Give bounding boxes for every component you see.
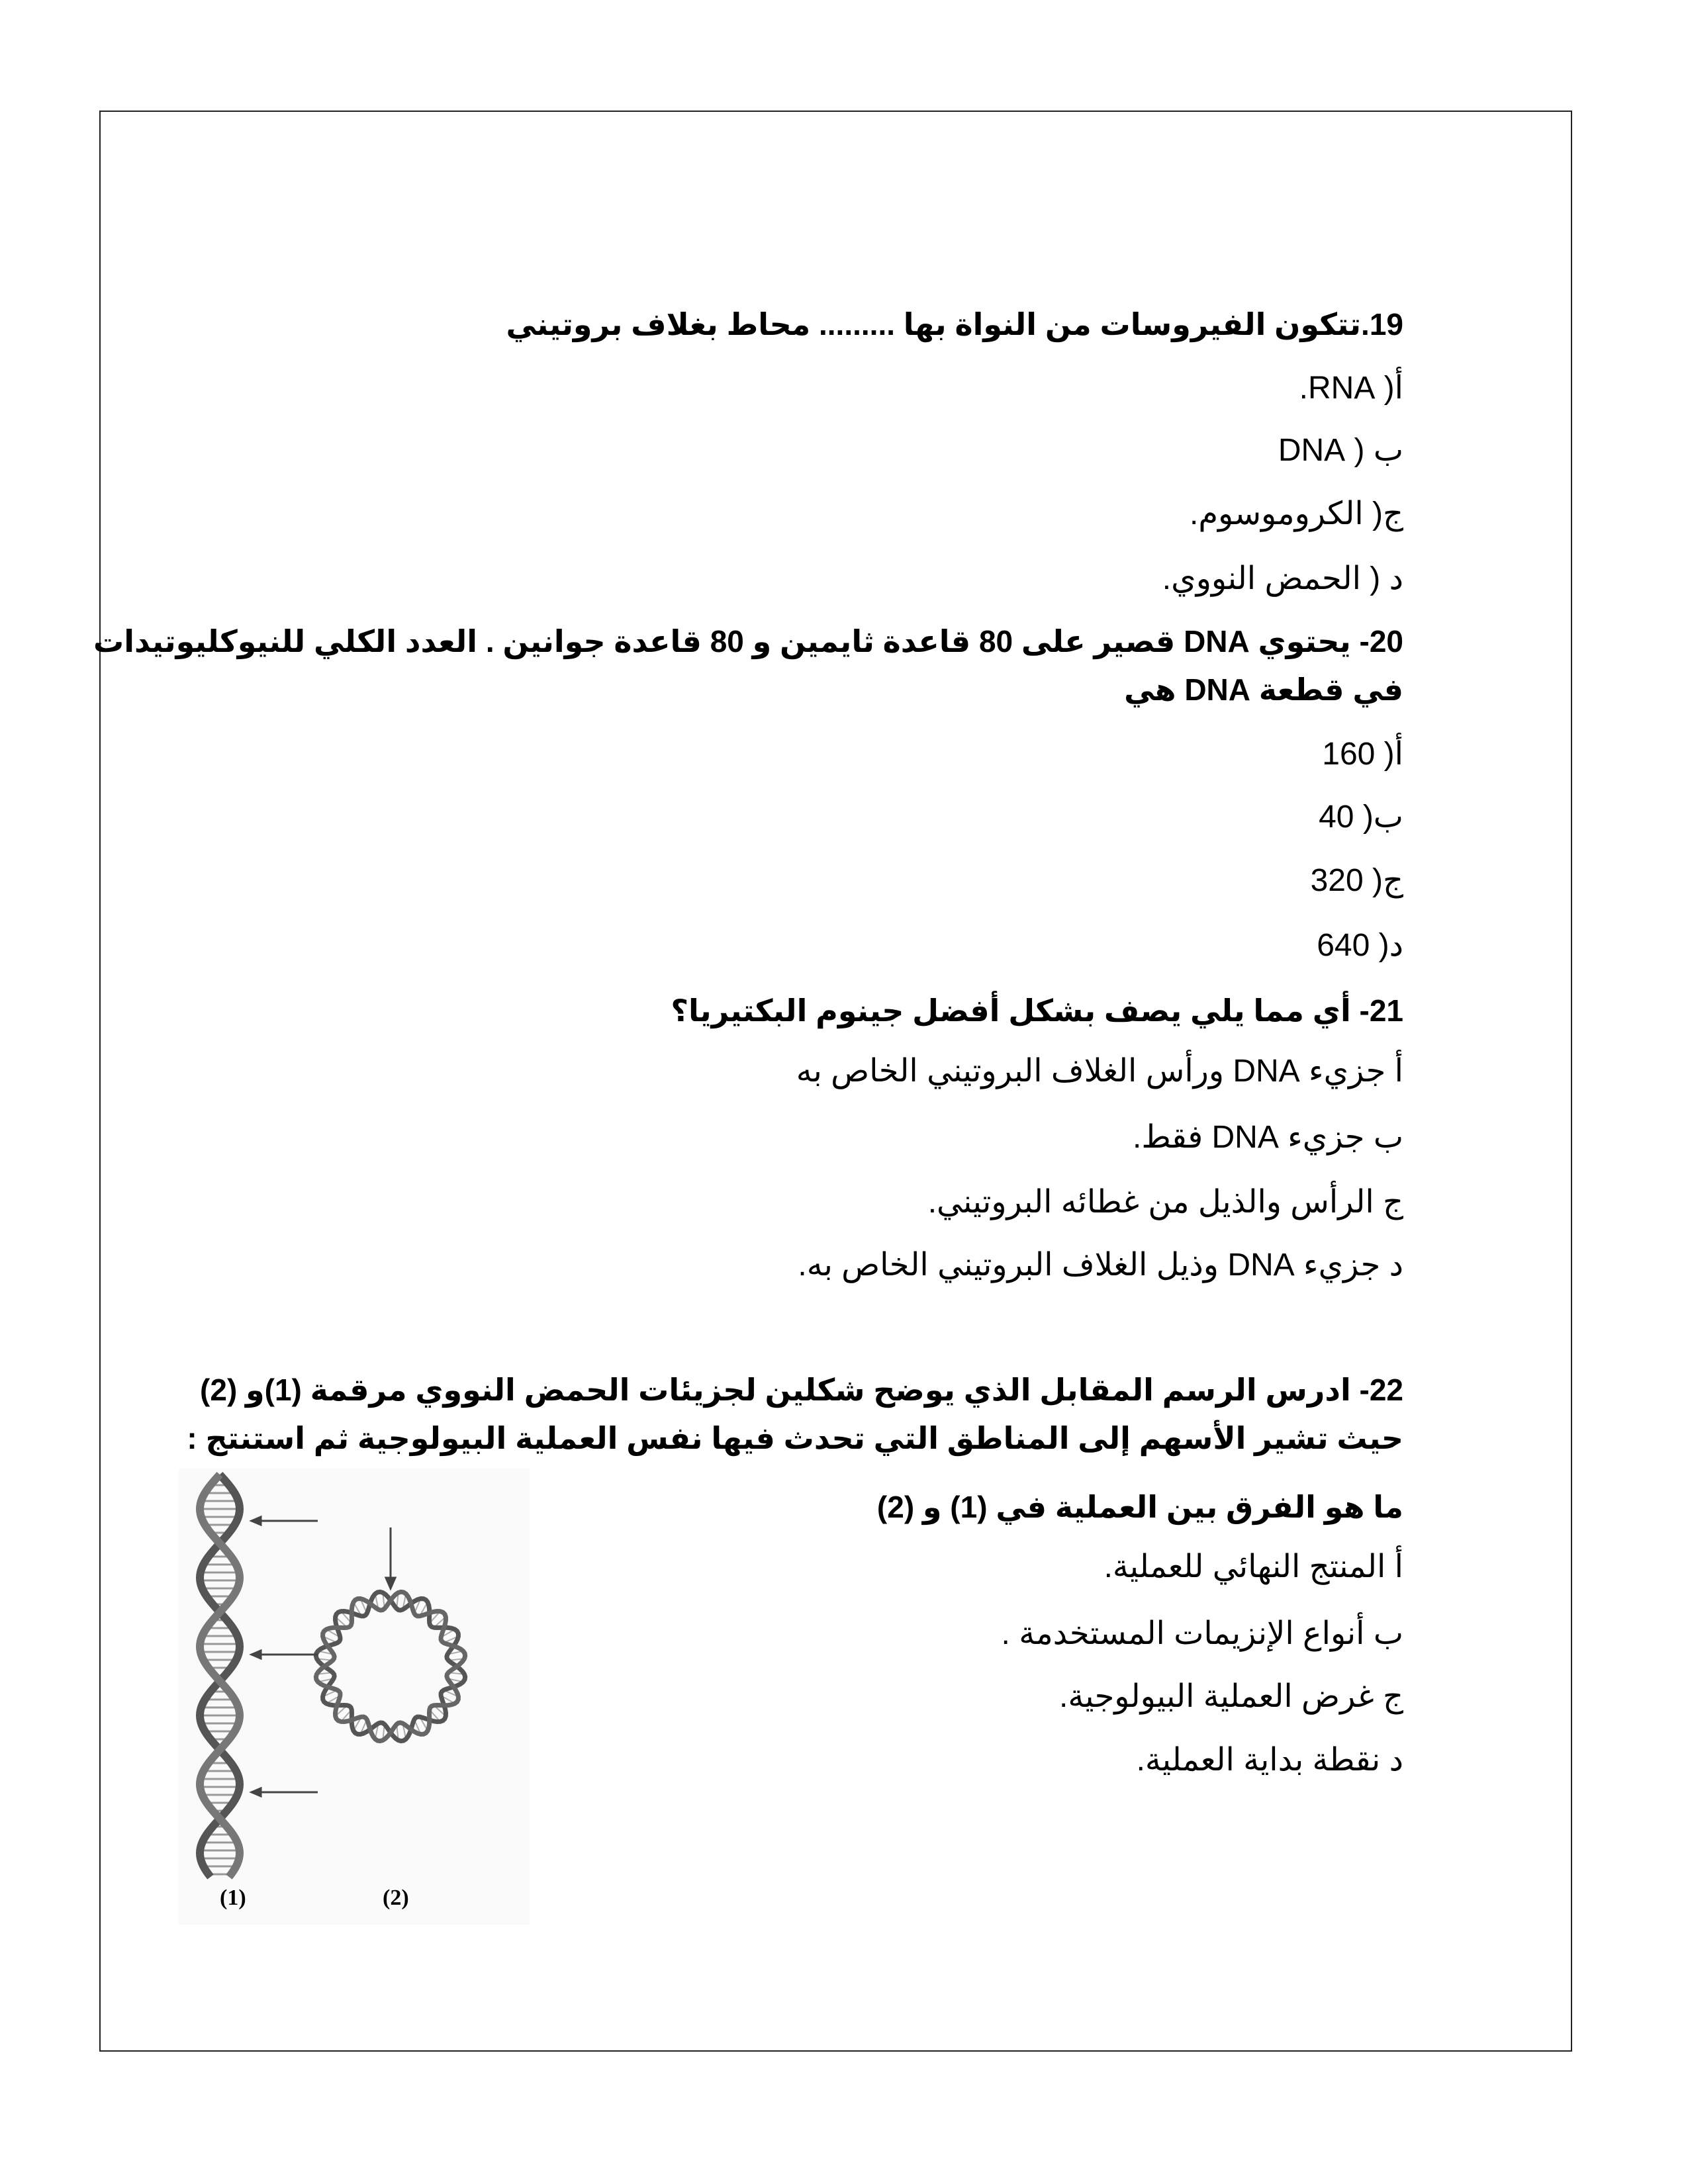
question-22-line2: حيث تشير الأسهم إلى المناطق التي تحدث فيها نفس العملية البيولوجية ثم استنتج : [187,1421,1403,1455]
option-c[interactable]: ج الرأس والذيل من غطائه البروتيني. [927,1185,1403,1220]
option-d[interactable]: د ( الحمض النووي. [1162,561,1403,596]
option-b[interactable]: ب جزيء DNA فقط. [1133,1120,1403,1155]
option-b[interactable]: ب أنواع الإنزيمات المستخدمة . [1001,1616,1403,1651]
question-text: ادرس الرسم المقابل الذي يوضح شكلين لجزيئات الحمض النووي مرقمة (1)و (2) [200,1373,1351,1407]
question-19 [506,304,1403,344]
question-20 [93,621,1403,661]
question-number: 19. [1361,307,1403,341]
question-number: 20- [1359,624,1403,659]
question-22 [200,1370,1403,1410]
dna-figure [179,1468,530,1925]
question-number: 22- [1359,1373,1403,1407]
figure-label-2: (2) [383,1886,409,1910]
option-b[interactable]: ب( 40 [1319,799,1403,835]
option-a[interactable]: أ جزيء DNA ورأس الغلاف البروتيني الخاص به [796,1054,1403,1089]
figure-label-1: (1) [220,1886,246,1910]
question-22-subquestion: ما هو الفرق بين العملية في (1) و (2) [876,1490,1403,1524]
question-20-line2: في قطعة DNA هي [1124,672,1403,707]
question-number: 21- [1359,993,1403,1028]
option-c[interactable]: ج( 320 [1310,863,1403,898]
question-text: تتكون الفيروسات من النواة بها ......... محاط بغلاف بروتيني [506,307,1362,341]
option-c[interactable]: ج غرض العملية البيولوجية. [1059,1679,1403,1714]
option-a[interactable]: أ( 160 [1322,737,1403,772]
option-b[interactable]: ب ( DNA [1278,433,1403,468]
option-a[interactable]: أ( RNA. [1299,371,1403,406]
question-21 [671,991,1403,1030]
option-d[interactable]: د جزيء DNA وذيل الغلاف البروتيني الخاص به. [798,1248,1403,1283]
option-d[interactable]: د( 640 [1317,928,1403,963]
question-text: أي مما يلي يصف بشكل أفضل جينوم البكتيريا؟ [671,993,1351,1028]
option-c[interactable]: ج( الكروموسوم. [1189,496,1403,531]
option-d[interactable]: د نقطة بداية العملية. [1136,1743,1403,1778]
question-text: يحتوي DNA قصير على 80 قاعدة ثايمين و 80 قاعدة جوانين . العدد الكلي للنيوكليوتيدات [93,624,1351,659]
option-a[interactable]: أ المنتج النهائي للعملية. [1103,1549,1403,1584]
